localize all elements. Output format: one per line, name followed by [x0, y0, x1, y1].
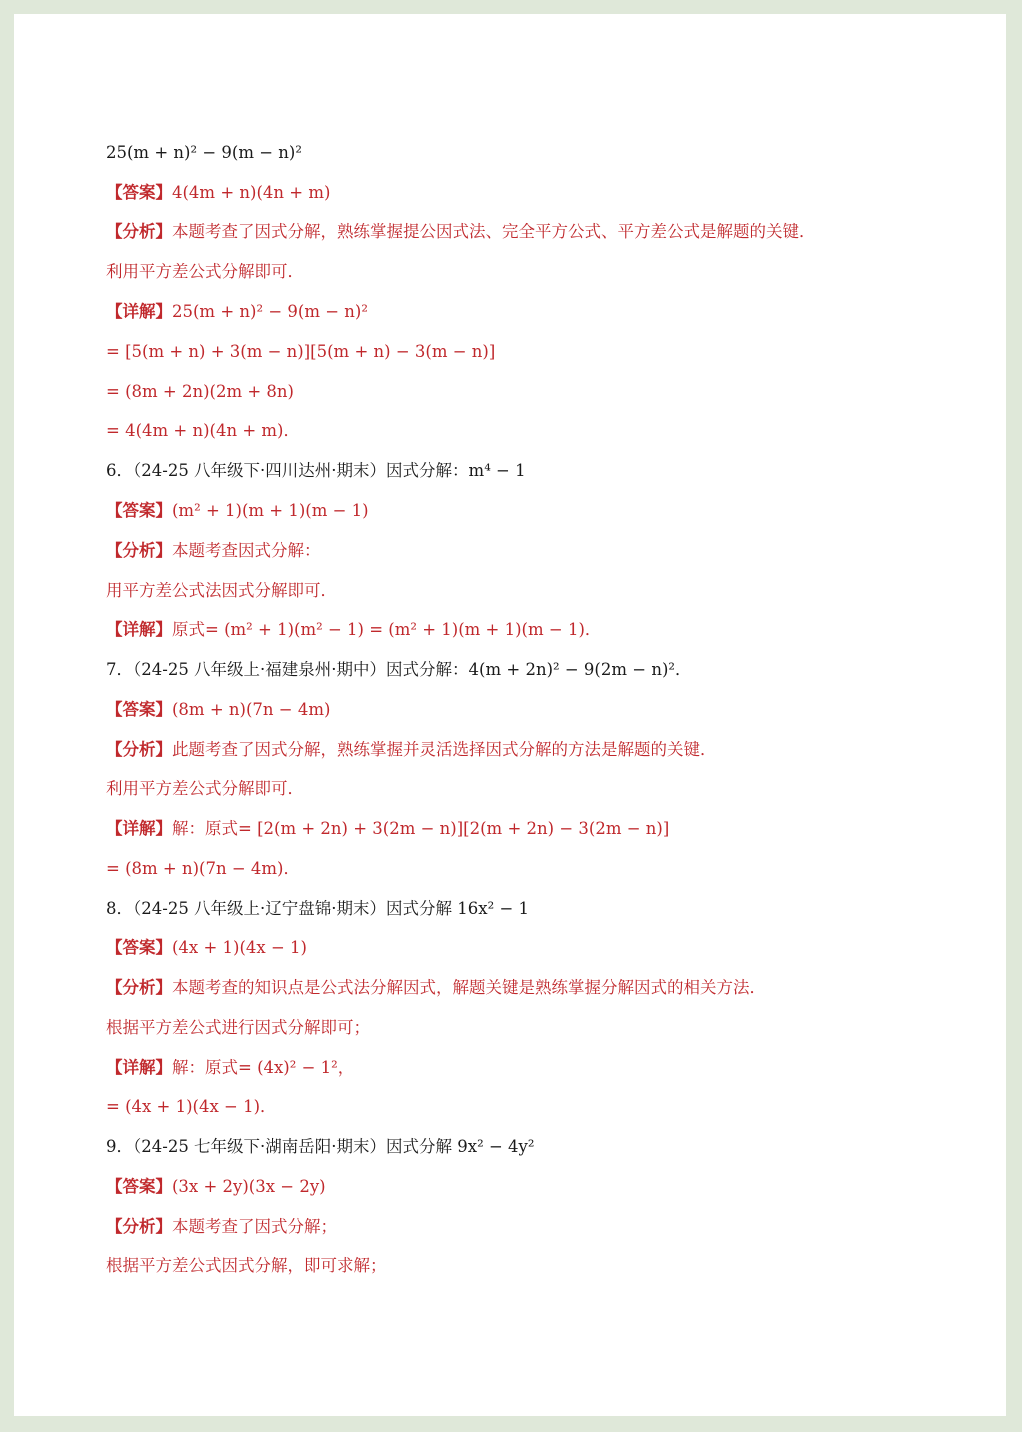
analysis-text: 利用平方差公式分解即可．	[106, 262, 304, 281]
answer-line: 【答案】(8m + n)(7n − 4m)	[106, 700, 331, 719]
detail-step: = (4x + 1)(4x − 1)．	[106, 1097, 277, 1116]
problem-expression: 25(m + n)² − 9(m − n)²	[106, 143, 302, 162]
detail-line: 【详解】原式= (m² + 1)(m² − 1) = (m² + 1)(m + 1)(m − 1)．	[106, 620, 602, 639]
answer-line: 【答案】4(4m + n)(4n + m)	[106, 183, 331, 202]
analysis-line: 【分析】本题考查的知识点是公式法分解因式，解题关键是熟练掌握分解因式的相关方法．	[106, 978, 766, 997]
detail-step: = [5(m + n) + 3(m − n)][5(m + n) − 3(m − n)]	[106, 342, 496, 361]
analysis-line: 【分析】本题考查了因式分解，熟练掌握提公因式法、完全平方公式、平方差公式是解题的关键．	[106, 222, 816, 241]
problem-7: 7．（24-25 八年级上·福建泉州·期中）因式分解：4(m + 2n)² − 9(2m − n)²．	[106, 660, 692, 679]
analysis-text: 利用平方差公式分解即可．	[106, 779, 304, 798]
analysis-line: 【分析】此题考查了因式分解，熟练掌握并灵活选择因式分解的方法是解题的关键．	[106, 740, 717, 759]
problem-8: 8．（24-25 八年级上·辽宁盘锦·期末）因式分解 16x² − 1	[106, 899, 530, 918]
answer-line: 【答案】(m² + 1)(m + 1)(m − 1)	[106, 501, 369, 520]
detail-step: = 4(4m + n)(4n + m)．	[106, 421, 300, 440]
problem-9: 9．（24-25 七年级下·湖南岳阳·期末）因式分解 9x² − 4y²	[106, 1137, 535, 1156]
detail-step: = (8m + n)(7n − 4m)．	[106, 859, 300, 878]
detail-line: 【详解】解：原式= [2(m + 2n) + 3(2m − n)][2(m + 2n) − 3(2m − n)]	[106, 819, 670, 838]
analysis-text: 根据平方差公式因式分解，即可求解；	[106, 1256, 387, 1275]
answer-line: 【答案】(3x + 2y)(3x − 2y)	[106, 1177, 326, 1196]
analysis-text: 用平方差公式法因式分解即可．	[106, 581, 337, 600]
answer-line: 【答案】(4x + 1)(4x − 1)	[106, 938, 307, 957]
document-page	[14, 14, 1006, 1416]
analysis-line: 【分析】本题考查了因式分解；	[106, 1217, 337, 1236]
analysis-text: 根据平方差公式进行因式分解即可；	[106, 1018, 370, 1037]
problem-6: 6．（24-25 八年级下·四川达州·期末）因式分解：m⁴ − 1	[106, 461, 526, 480]
detail-step: = (8m + 2n)(2m + 8n)	[106, 382, 294, 401]
analysis-line: 【分析】本题考查因式分解：	[106, 541, 321, 560]
detail-line: 【详解】25(m + n)² − 9(m − n)²	[106, 302, 368, 321]
detail-line: 【详解】解：原式= (4x)² − 1²，	[106, 1058, 355, 1077]
